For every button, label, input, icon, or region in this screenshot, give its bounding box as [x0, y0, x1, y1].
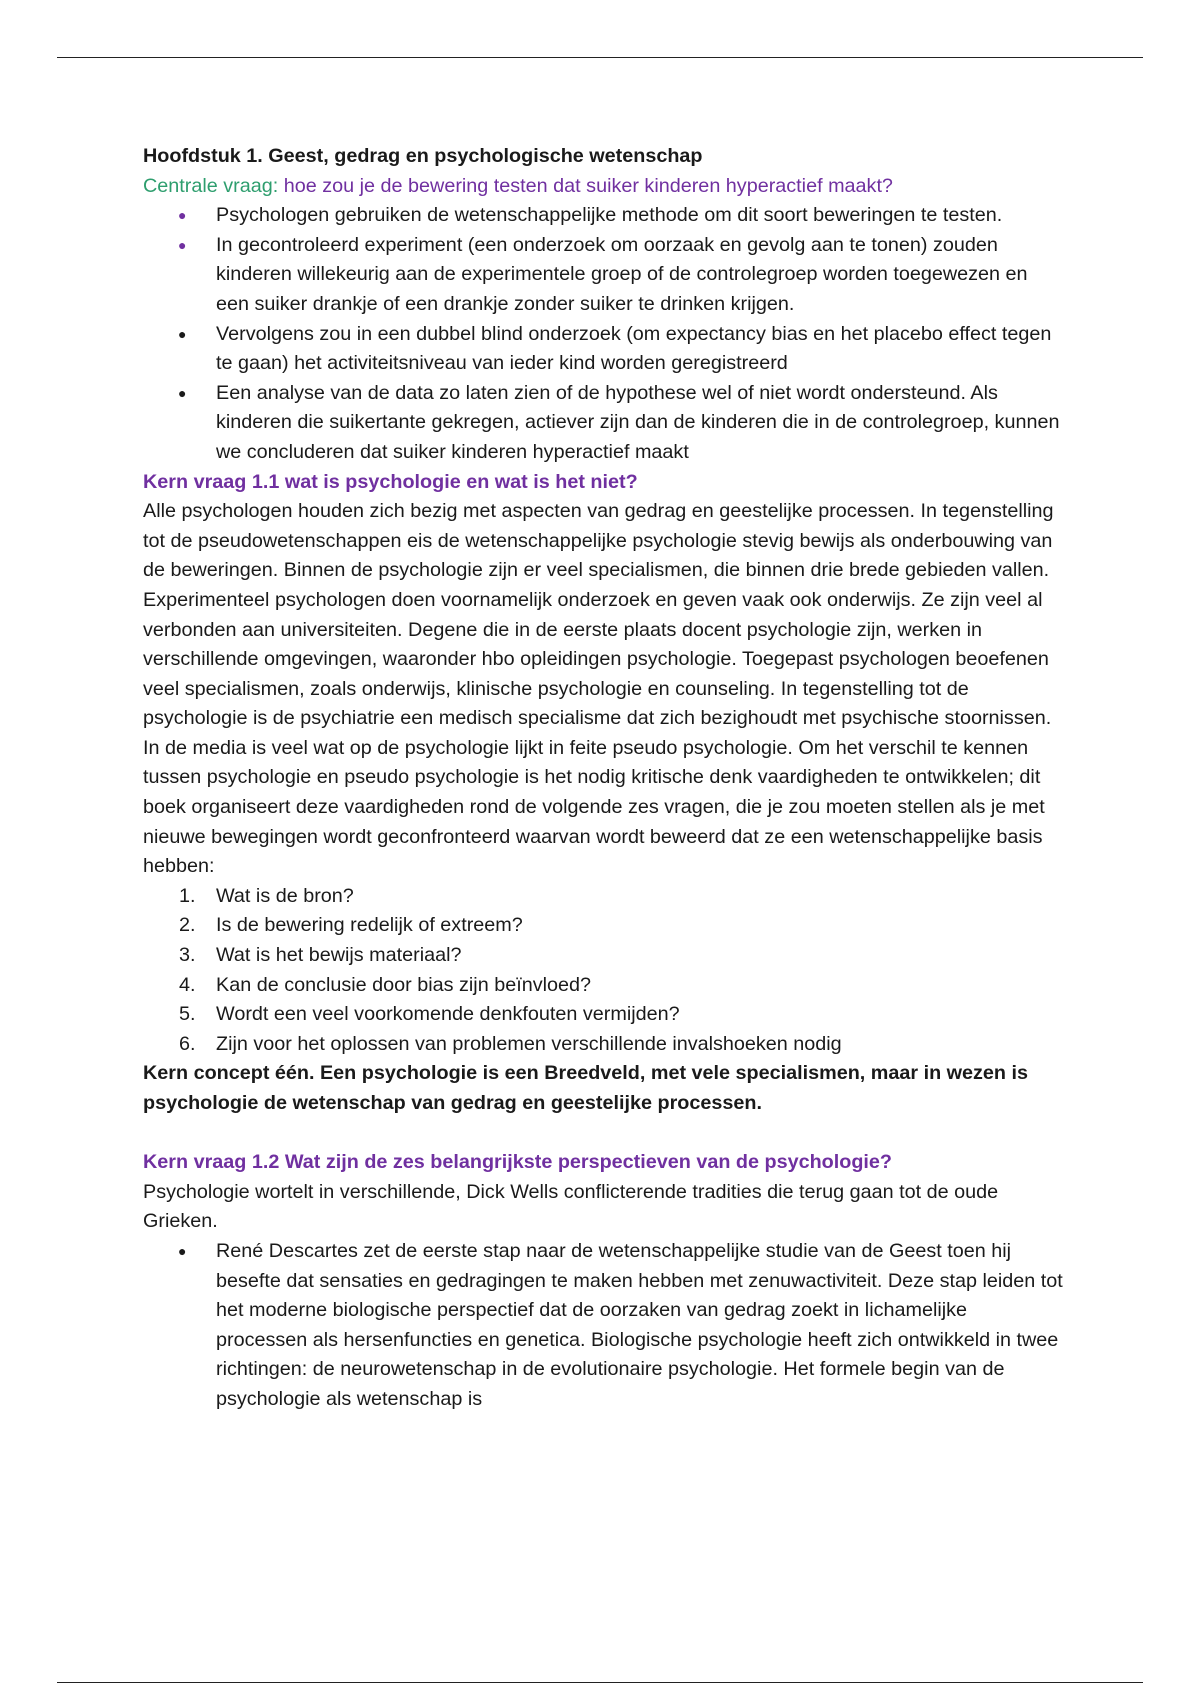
bullet-icon: ● — [178, 236, 187, 253]
list-item: ● Een analyse van de data zo laten zien of de hypothese wel of niet wordt ondersteund. Als kinderen die suikertante gekregen, actiever zijn dan de kinderen die in de controlegroep, kunnen we concluderen dat suiker kinderen hyperactief maakt — [143, 379, 1063, 468]
bullet-icon: ● — [178, 325, 187, 342]
list-item: ● Psychologen gebruiken de wetenschappelijke methode om dit soort beweringen te testen. — [143, 201, 1063, 231]
section-1-2-paragraph: Psychologie wortelt in verschillende, Dick Wells conflicterende tradities die terug gaan tot de oude Grieken. — [143, 1180, 999, 1233]
list-item: ● René Descartes zet de eerste stap naar de wetenschappelijke studie van de Geest toen hij besefte dat sensaties en gedragingen te maken hebben met zenuwactiviteit. Deze stap leiden tot het moderne biologische perspectief dat de oorzaken van gedrag zoekt in lichamelijke processen als hersenfuncties en genetica. Biologische psychologie heeft zich ontwikkeld in twee richtingen: de neurowetenschap in de evolutionaire psychologie. Het formele begin van de psychologie als wetenschap is — [143, 1237, 1063, 1415]
central-question-text: hoe zou je de bewering testen dat suiker kinderen hyperactief maakt? — [278, 174, 893, 197]
list-item: 5. Wordt een veel voorkomende denkfouten vermijden? — [179, 1003, 680, 1026]
list-item: 2. Is de bewering redelijk of extreem? — [179, 914, 523, 937]
section-1-1-paragraph-2: In de media is veel wat op de psychologie lijkt in feite pseudo psychologie. Om het verschil te kennen tussen psychologie en pseudo psychologie is het nodig kritische denk vaardigheden te ontwikkelen; dit boek organiseert deze vaardigheden rond de volgende zes vragen, die je zou moeten stellen als je met nieuwe bewegingen wordt geconfronteerd waarvan wordt beweerd dat ze een wetenschappelijke basis hebben: — [143, 736, 1045, 878]
bullet-icon: ● — [178, 207, 187, 224]
spacer — [143, 1119, 1063, 1149]
section-1-1-paragraph-1: Alle psychologen houden zich bezig met aspecten van gedrag en geestelijke processen. In tegenstelling tot de pseudowetenschappen eis de wetenschappelijke psychologie stevig bewijs als onderbouwing van de beweringen. Binnen de psychologie zijn er veel specialismen, die binnen drie brede gebieden vallen. Experimenteel psychologen doen voornamelijk onderzoek en geven vaak ook onderwijs. Ze zijn veel al verbonden aan universiteiten. Degene die in de eerste plaats docent psychologie zijn, werken in verschillende omgevingen, waaronder hbo opleidingen psychologie. Toegepast psychologen beoefenen veel specialismen, zoals onderwijs, klinische psychologie en counseling. In tegenstelling tot de psychologie is de psychiatrie een medisch specialisme dat zich bezighoudt met psychische stoornissen. — [143, 500, 1054, 730]
chapter-title: Hoofdstuk 1. Geest, gedrag en psychologische wetenschap — [143, 145, 703, 167]
list-item: ● In gecontroleerd experiment (een onderzoek om oorzaak en gevolg aan te tonen) zouden kinderen willekeurig aan de experimentele groep of de controlegroep worden toegewezen en een suiker drankje of een drankje zonder suiker te drinken krijgen. — [143, 231, 1063, 320]
bullet-icon: ● — [178, 1242, 187, 1259]
list-item: 4. Kan de conclusie door bias zijn beïnvloed? — [179, 973, 591, 996]
intro-bullet-list — [143, 201, 1063, 467]
list-item: 6. Zijn voor het oplossen van problemen verschillende invalshoeken nodig — [179, 1032, 842, 1055]
central-question-label: Centrale vraag: — [143, 174, 279, 197]
list-item: 3. Wat is het bewijs materiaal? — [179, 944, 462, 967]
section-1-2-heading: Kern vraag 1.2 Wat zijn de zes belangrijkste perspectieven van de psychologie? — [143, 1151, 893, 1174]
bullet-icon: ● — [178, 384, 187, 401]
section-1-1-heading: Kern vraag 1.1 wat is psychologie en wat is het niet? — [143, 470, 638, 493]
list-item: ● Vervolgens zou in een dubbel blind onderzoek (om expectancy bias en het placebo effect tegen te gaan) het activiteitsniveau van ieder kind worden geregistreerd — [143, 320, 1063, 379]
central-question — [143, 172, 1063, 202]
footer-rule — [57, 1682, 1143, 1683]
core-concept: Kern concept één. Een psychologie is een Breedveld, met vele specialismen, maar in wezen is psychologie de wetenschap van gedrag en geestelijke processen. — [143, 1062, 1029, 1114]
critical-questions-list — [143, 882, 1063, 1060]
header-rule — [57, 57, 1143, 58]
section-1-2-bullet-list — [143, 1237, 1063, 1415]
list-item: 1. Wat is de bron? — [179, 884, 354, 907]
document-body — [143, 142, 1063, 1415]
